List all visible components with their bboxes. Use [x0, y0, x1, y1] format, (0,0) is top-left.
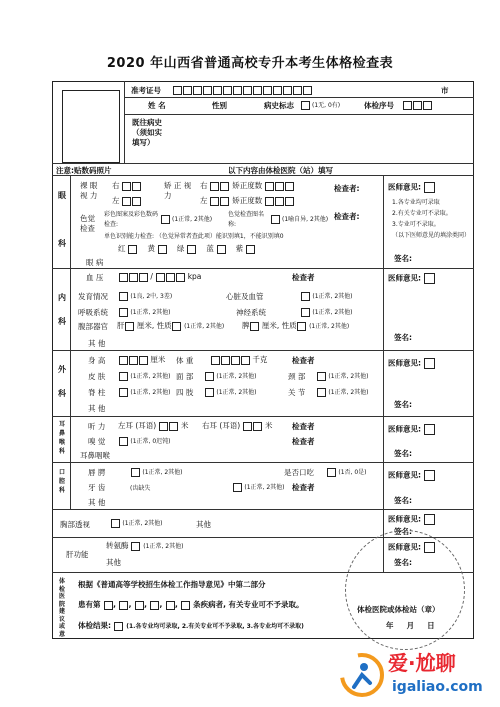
internal-other-label: 其 他: [88, 339, 106, 348]
weight-label: 体 重: [176, 356, 194, 365]
seal-circle: [345, 530, 465, 650]
chest-doctor-opinion: 医师意见:: [388, 514, 435, 525]
respiratory-label: 呼吸系统: [78, 308, 108, 317]
heart-box[interactable]: (1正常, 2其他): [300, 291, 353, 302]
ent-signature: 签名:: [394, 449, 412, 458]
joints-box[interactable]: (1正常, 2其他): [316, 387, 369, 398]
surgery-checker: 检查者: [292, 356, 315, 365]
page-title: 2020 年山西省普通高校专升本考生体格检查表: [106, 56, 394, 71]
ent-doctor-opinion: 医师意见:: [388, 424, 435, 435]
naked-left[interactable]: 左: [112, 196, 142, 206]
lips-box[interactable]: (1正常, 2其他): [130, 467, 183, 478]
color-pics-label: 彩色图案及彩色数码检查:: [104, 211, 159, 228]
internal-signature: 签名:: [394, 333, 412, 342]
neck-label: 颈 部: [288, 372, 306, 381]
opinion-notes: 1.各专业均可录取 2.有关专业可不录取。 3.专业可不录取。 （以下医师意见的填涂类同）: [392, 199, 471, 239]
spine-box[interactable]: (1正常, 2其他): [118, 387, 171, 398]
stutter-label: 是否口吃: [284, 468, 314, 477]
eye-checker-2: 检查者:: [334, 212, 360, 221]
chest-signature: 签名:: [394, 527, 412, 536]
height-boxes[interactable]: 厘米: [118, 355, 165, 365]
alt-field[interactable]: 转氨酶 (1正常, 2其他): [106, 541, 184, 550]
teeth-box[interactable]: (1正常, 2其他): [232, 482, 285, 493]
brand-logo-icon: [340, 653, 384, 697]
basis-text: 根据《普通高等学校招生体检工作指导意见》中第二部分: [78, 580, 266, 589]
exam-no-boxes[interactable]: [402, 100, 432, 110]
liver-other: 其他: [106, 558, 121, 567]
oral-doctor-opinion: 医师意见:: [388, 470, 435, 481]
limbs-label: 四 肢: [176, 388, 194, 397]
surgery-doctor-opinion: 医师意见:: [388, 358, 435, 369]
hearing-label: 听 力: [88, 422, 106, 431]
gender-label: 性别: [212, 101, 227, 110]
left-ear-field[interactable]: 左耳 (耳语) 米: [118, 421, 189, 430]
brand-url: igaliao.com: [392, 679, 483, 695]
joints-label: 关 节: [288, 388, 306, 397]
lips-label: 唇 腭: [88, 468, 106, 477]
stutter-box[interactable]: (1否, 0是): [326, 467, 367, 478]
ticket-no-label: 准考证号: [131, 86, 161, 95]
liver-function-label: 肝功能: [66, 550, 89, 559]
right-ear-field[interactable]: 右耳 (耳语) 米: [202, 421, 273, 430]
nervous-box[interactable]: (1正常, 2其他): [300, 307, 353, 318]
smell-label: 嗅 觉: [88, 437, 106, 446]
nervous-label: 神经系统: [236, 308, 266, 317]
missing-label: (齿缺失: [130, 485, 151, 492]
skin-label: 皮 肤: [88, 372, 106, 381]
suffering-field[interactable]: 患有第 , , , , , 条疾病者, 有关专业可不予录取。: [78, 600, 304, 609]
spleen-field[interactable]: 脾 厘米, 性质 (1正常, 2其他): [242, 321, 350, 330]
chest-other: 其他: [196, 520, 211, 529]
corrected-vision-label: 矫 正 视 力: [164, 181, 192, 200]
eye-checker: 检查者:: [334, 184, 360, 193]
eye-doctor-opinion: 医师意见:: [388, 182, 435, 193]
oral-section-label: 口 腔 科: [58, 469, 65, 494]
color-pics-options: (1正常, 2其他): [172, 216, 213, 223]
photo-box: [62, 90, 120, 163]
internal-doctor-opinion: 医师意见:: [388, 273, 435, 284]
limbs-box[interactable]: (1正常, 2其他): [204, 387, 257, 398]
watermark: [330, 645, 500, 707]
eye-signature: 签名:: [394, 254, 412, 263]
corrected-left[interactable]: 左 矫正度数: [200, 196, 295, 206]
chest-box[interactable]: (1正常, 2其他): [110, 518, 163, 529]
color-pics-box[interactable]: [160, 214, 170, 224]
date-label: 年 月 日: [386, 621, 435, 630]
surgery-section-label: 外 科: [58, 365, 66, 398]
bp-label: 血 压: [86, 273, 104, 282]
brand-name: 爱·尬聊: [388, 651, 456, 675]
liver-signature: 签名:: [394, 558, 412, 567]
history-mark-box[interactable]: [300, 100, 310, 110]
liver-doctor-opinion: 医师意见:: [388, 542, 435, 553]
ent-section-label: 耳 鼻 喉 科: [58, 421, 65, 455]
history-mark-options: (1无, 0有): [312, 102, 341, 109]
history-mark-label: 病史标志: [264, 101, 294, 110]
past-history-label: 既往病史（须如实填写）: [132, 118, 162, 147]
eye-section-label: 眼 科: [58, 191, 66, 248]
color-mirror-box[interactable]: [270, 214, 280, 224]
color-mirror-options: (1喻自异, 2其他): [282, 216, 329, 223]
face-box[interactable]: (1正常, 2其他): [204, 371, 257, 382]
neck-box[interactable]: (1正常, 2其他): [316, 371, 369, 382]
corrected-right[interactable]: 右 矫正度数: [200, 181, 295, 191]
liver-field[interactable]: 肝 厘米, 性质 (1正常, 2其他): [117, 321, 225, 330]
spine-label: 脊 柱: [88, 388, 106, 397]
hospital-fill-note: 以下内容由体检医院（站）填写: [228, 166, 333, 175]
surgery-signature: 签名:: [394, 400, 412, 409]
bp-boxes[interactable]: / kpa: [118, 272, 201, 282]
skin-box[interactable]: (1正常, 2其他): [118, 371, 171, 382]
smell-box[interactable]: (1正常, 0迟钝): [118, 436, 171, 447]
internal-section-label: 内 科: [58, 293, 66, 326]
single-color-boxes[interactable]: 红 黄 绿 蓝 紫: [118, 244, 256, 254]
heart-label: 心脏及血管: [226, 292, 264, 301]
face-label: 面 部: [176, 372, 194, 381]
ent-disease-label: 耳鼻咽喉: [80, 451, 110, 460]
stamp-label: 体检医院或体检站（章）: [357, 605, 440, 614]
height-label: 身 高: [88, 356, 106, 365]
name-label: 姓 名: [148, 101, 166, 110]
conclusion-section-label: 体 检 医 院 建 议 或 意: [58, 578, 65, 638]
naked-vision-label: 裸 眼 视 力: [80, 181, 98, 200]
oral-checker: 检查者: [292, 483, 315, 492]
ent-checker: 检查者: [292, 422, 315, 431]
color-mirror-label: 色觉检查图名称:: [228, 211, 265, 228]
oral-signature: 签名:: [394, 496, 412, 505]
single-color-label: 单色识别能力检查: （色觉异常者查此项）能识别填1，不能识别填0: [104, 233, 284, 240]
ent-checker-2: 检查者: [292, 437, 315, 446]
photo-note: 注意:贴数码照片: [56, 166, 112, 175]
weight-boxes[interactable]: 千克: [210, 355, 267, 365]
teeth-label: 牙 齿: [88, 483, 106, 492]
chest-label: 胸部透视: [60, 520, 90, 529]
internal-checker: 检查者: [292, 273, 315, 282]
color-vision-label: 色觉检查: [80, 214, 95, 233]
development-label: 发育情况: [78, 292, 108, 301]
surgery-other-label: 其 他: [88, 404, 106, 413]
abdomen-label: 腹部器官: [78, 322, 108, 331]
city-label: 市: [441, 86, 449, 95]
ticket-no-boxes[interactable]: [172, 85, 312, 95]
exam-no-label: 体检序号: [364, 101, 394, 110]
naked-right[interactable]: 右: [112, 181, 142, 191]
development-box[interactable]: (1良, 2中, 3差): [118, 291, 172, 302]
eye-disease-label: 眼 病: [86, 258, 104, 267]
respiratory-box[interactable]: (1正常, 2其他): [118, 307, 171, 318]
oral-other-label: 其 他: [88, 498, 106, 507]
result-field[interactable]: 体检结果: (1.各专业均可录取, 2.有关专业可不予录取, 3.各专业均可不录取): [78, 621, 304, 630]
